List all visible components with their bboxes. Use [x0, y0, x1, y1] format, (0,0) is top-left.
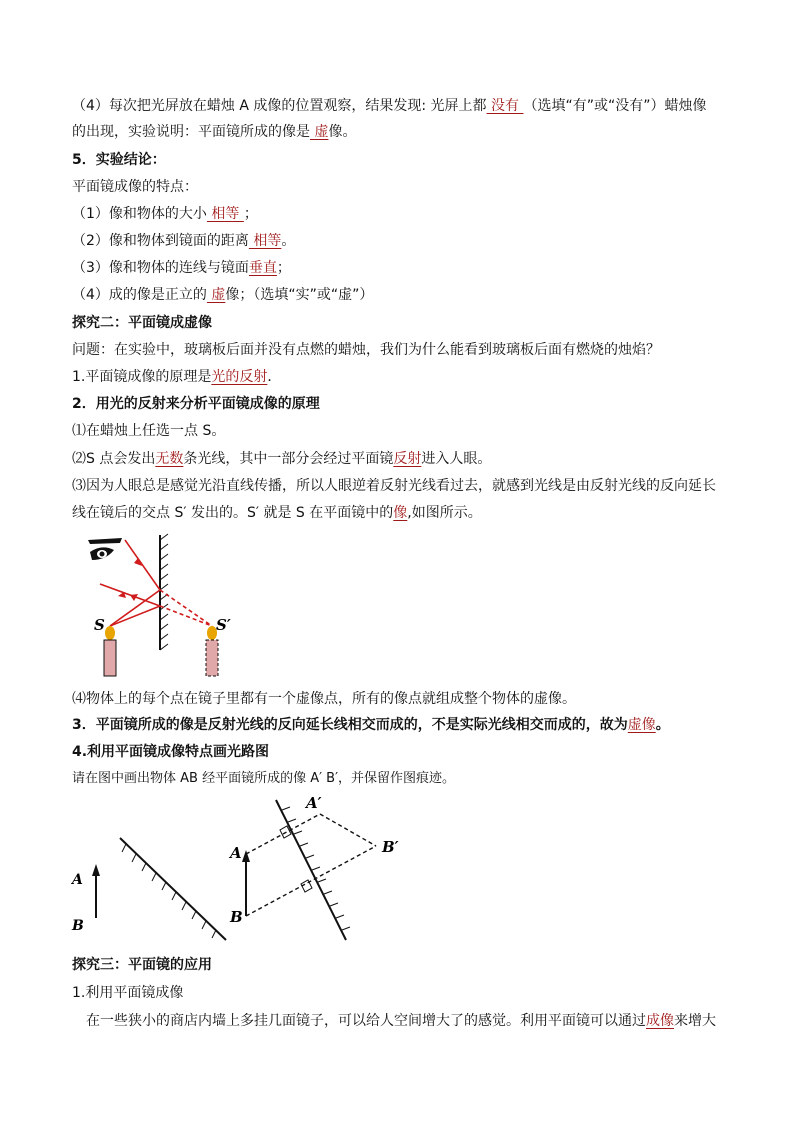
point-label: B [230, 908, 243, 926]
list-item: （2）像和物体到镜面的距离 相等。 [72, 233, 296, 249]
answer-blank: 没有 [486, 98, 524, 114]
mirror-reflection-figure [80, 530, 250, 680]
text-line: （4）每次把光屏放在蜡烛 A 成像的位置观察，结果发现: 光屏上都 没有 （选填“有”或“没有”）蜡烛像 [72, 98, 707, 114]
construction-lines [246, 814, 376, 916]
answer-blank: 像 [393, 505, 408, 521]
text-line: ⑷物体上的每个点在镜子里都有一个虚像点，所有的像点就组成整个物体的虚像。 [72, 691, 576, 707]
list-item: （1）像和物体的大小 相等 ； [72, 206, 258, 222]
text-line: 的出现，实验说明：平面镜所成的像是 虚像。 [72, 124, 357, 140]
candle [104, 626, 116, 676]
answer-blank: 虚像 [627, 717, 656, 733]
section-heading: 5．实验结论： [72, 152, 166, 168]
text-line: 平面镜成像的特点： [72, 179, 198, 195]
section-heading: 探究二：平面镜成虚像 [72, 315, 212, 331]
text-line: 请在图中画出物体 AB 经平面镜所成的像 A′ B′，并保留作图痕迹。 [72, 771, 456, 786]
text-line: 问题：在实验中，玻璃板后面并没有点燃的蜡烛，我们为什么能看到玻璃板后面有燃烧的烛焰？ [72, 342, 660, 358]
point-label: A [72, 872, 83, 888]
text-line: 1.平面镜成像的原理是光的反射． [72, 369, 282, 385]
text-line: 1.利用平面镜成像 [72, 985, 184, 1001]
section-heading: 探究三：平面镜的应用 [72, 957, 212, 973]
mirror [276, 800, 350, 940]
text-line: ⑶因为人眼总是感觉光沿直线传播，所以人眼逆着反射光线看过去，就感到光线是由反射光线的反向延长 [72, 478, 716, 494]
text-line: 在一些狭小的商店内墙上多挂几面镜子，可以给人空间增大了的感觉。利用平面镜可以通过成像来增大 [86, 1013, 716, 1029]
answer-blank: 光的反射 [211, 369, 268, 385]
mirror [160, 534, 168, 650]
point-label: S′ [216, 616, 231, 634]
point-label: A′ [306, 794, 322, 812]
text-line: 线在镜后的交点 S′ 发出的。S′ 就是 S 在平面镜中的像,如图所示。 [72, 505, 482, 521]
eye-icon [88, 538, 122, 560]
object-arrow [242, 850, 250, 916]
ray-diagram-figure [70, 790, 430, 950]
section-heading: 4.利用平面镜成像特点画光路图 [72, 744, 270, 760]
answer-blank: 垂直 [248, 260, 277, 276]
light-rays [100, 540, 212, 626]
point-label: B′ [382, 838, 399, 856]
point-label: A [230, 844, 242, 862]
mirror [120, 838, 226, 940]
point-label: S [94, 616, 105, 634]
list-item: （3）像和物体的连线与镜面垂直； [72, 260, 291, 276]
answer-blank: 虚 [310, 124, 329, 140]
answer-blank: 反射 [393, 451, 422, 467]
answer-blank: 虚 [206, 287, 226, 303]
text-line: ⑴在蜡烛上任选一点 S。 [72, 423, 226, 439]
point-label: B [72, 918, 84, 934]
text-line: 3．平面镜所成的像是反射光线的反向延长线相交而成的，不是实际光线相交而成的，故为虚像。 [72, 717, 670, 733]
answer-blank: 无数 [155, 451, 184, 467]
answer-blank: 相等 [248, 233, 282, 249]
answer-blank: 成像 [646, 1013, 674, 1029]
list-item: （4）成的像是正立的 虚像；（选填“实”或“虚”） [72, 287, 374, 303]
section-heading: 2．用光的反射来分析平面镜成像的原理 [72, 396, 320, 412]
text-line: ⑵S 点会发出无数条光线，其中一部分会经过平面镜反射进入人眼。 [72, 451, 492, 467]
answer-blank: 相等 [206, 206, 244, 222]
object-arrow [92, 864, 100, 918]
